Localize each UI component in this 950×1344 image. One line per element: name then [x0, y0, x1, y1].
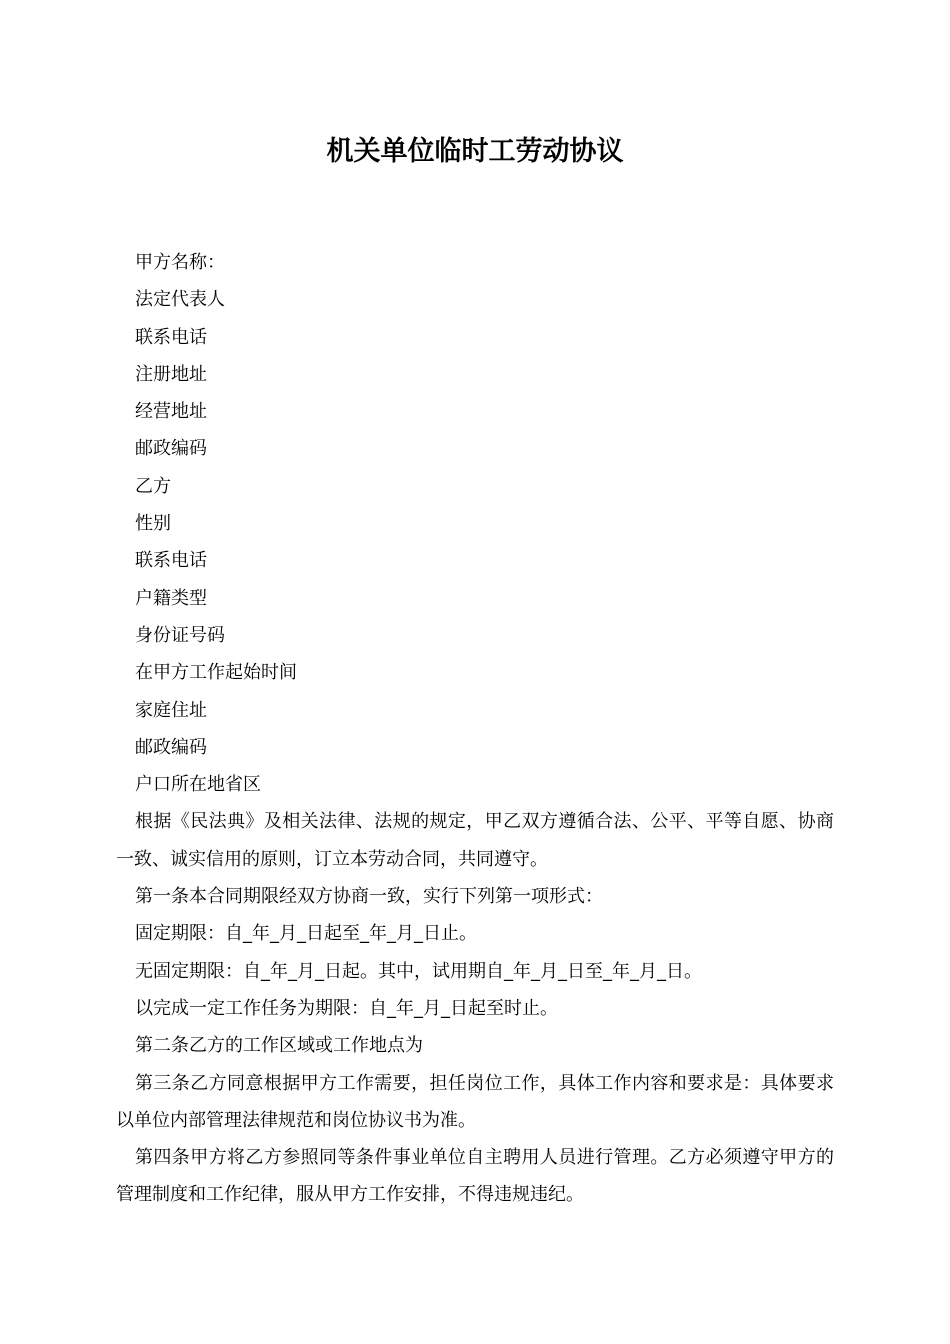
paragraph-open-term: 无固定期限：自_年_月_日起。其中，试用期自_年_月_日至_年_月_日。 — [135, 960, 702, 982]
field-start-time: 在甲方工作起始时间 — [135, 662, 297, 684]
field-party-b-postcode: 邮政编码 — [135, 736, 207, 758]
paragraph-article-4: 第四条甲方将乙方参照同等条件事业单位自主聘用人员进行管理。乙方必须遵守甲方的管理制度和工作纪律，服从甲方工作安排，不得违规违纪。 — [116, 1147, 834, 1206]
field-id-number: 身份证号码 — [135, 624, 225, 646]
paragraph-fixed-term: 固定期限：自_年_月_日起至_年_月_日止。 — [135, 923, 477, 945]
field-business-address: 经营地址 — [135, 401, 207, 423]
field-party-a-postcode: 邮政编码 — [135, 438, 207, 460]
field-party-b: 乙方 — [135, 475, 171, 497]
paragraph-task-term: 以完成一定工作任务为期限：自_年_月_日起至时止。 — [135, 997, 558, 1019]
paragraph-article-1: 第一条本合同期限经双方协商一致，实行下列第一项形式： — [135, 886, 603, 908]
field-household-type: 户籍类型 — [135, 587, 207, 609]
document-title: 机关单位临时工劳动协议 — [326, 136, 624, 167]
paragraph-preamble: 根据《民法典》及相关法律、法规的规定，甲乙双方遵循合法、公平、平等自愿、协商一致、诚实信用的原则，订立本劳动合同，共同遵守。 — [116, 811, 834, 870]
field-party-a-name: 甲方名称： — [135, 252, 225, 273]
field-home-address: 家庭住址 — [135, 699, 207, 721]
document-body — [116, 244, 834, 1214]
field-legal-representative: 法定代表人 — [135, 289, 225, 311]
field-party-b-phone: 联系电话 — [135, 550, 207, 572]
paragraph-article-3: 第三条乙方同意根据甲方工作需要，担任岗位工作，具体工作内容和要求是：具体要求以单位内部管理法律规范和岗位协议书为准。 — [116, 1072, 834, 1131]
field-registered-address: 注册地址 — [135, 363, 207, 385]
paragraph-article-2: 第二条乙方的工作区域或工作地点为 — [135, 1035, 423, 1057]
field-gender: 性别 — [135, 513, 171, 535]
field-party-a-phone: 联系电话 — [135, 326, 207, 348]
field-household-location: 户口所在地省区 — [135, 774, 261, 796]
